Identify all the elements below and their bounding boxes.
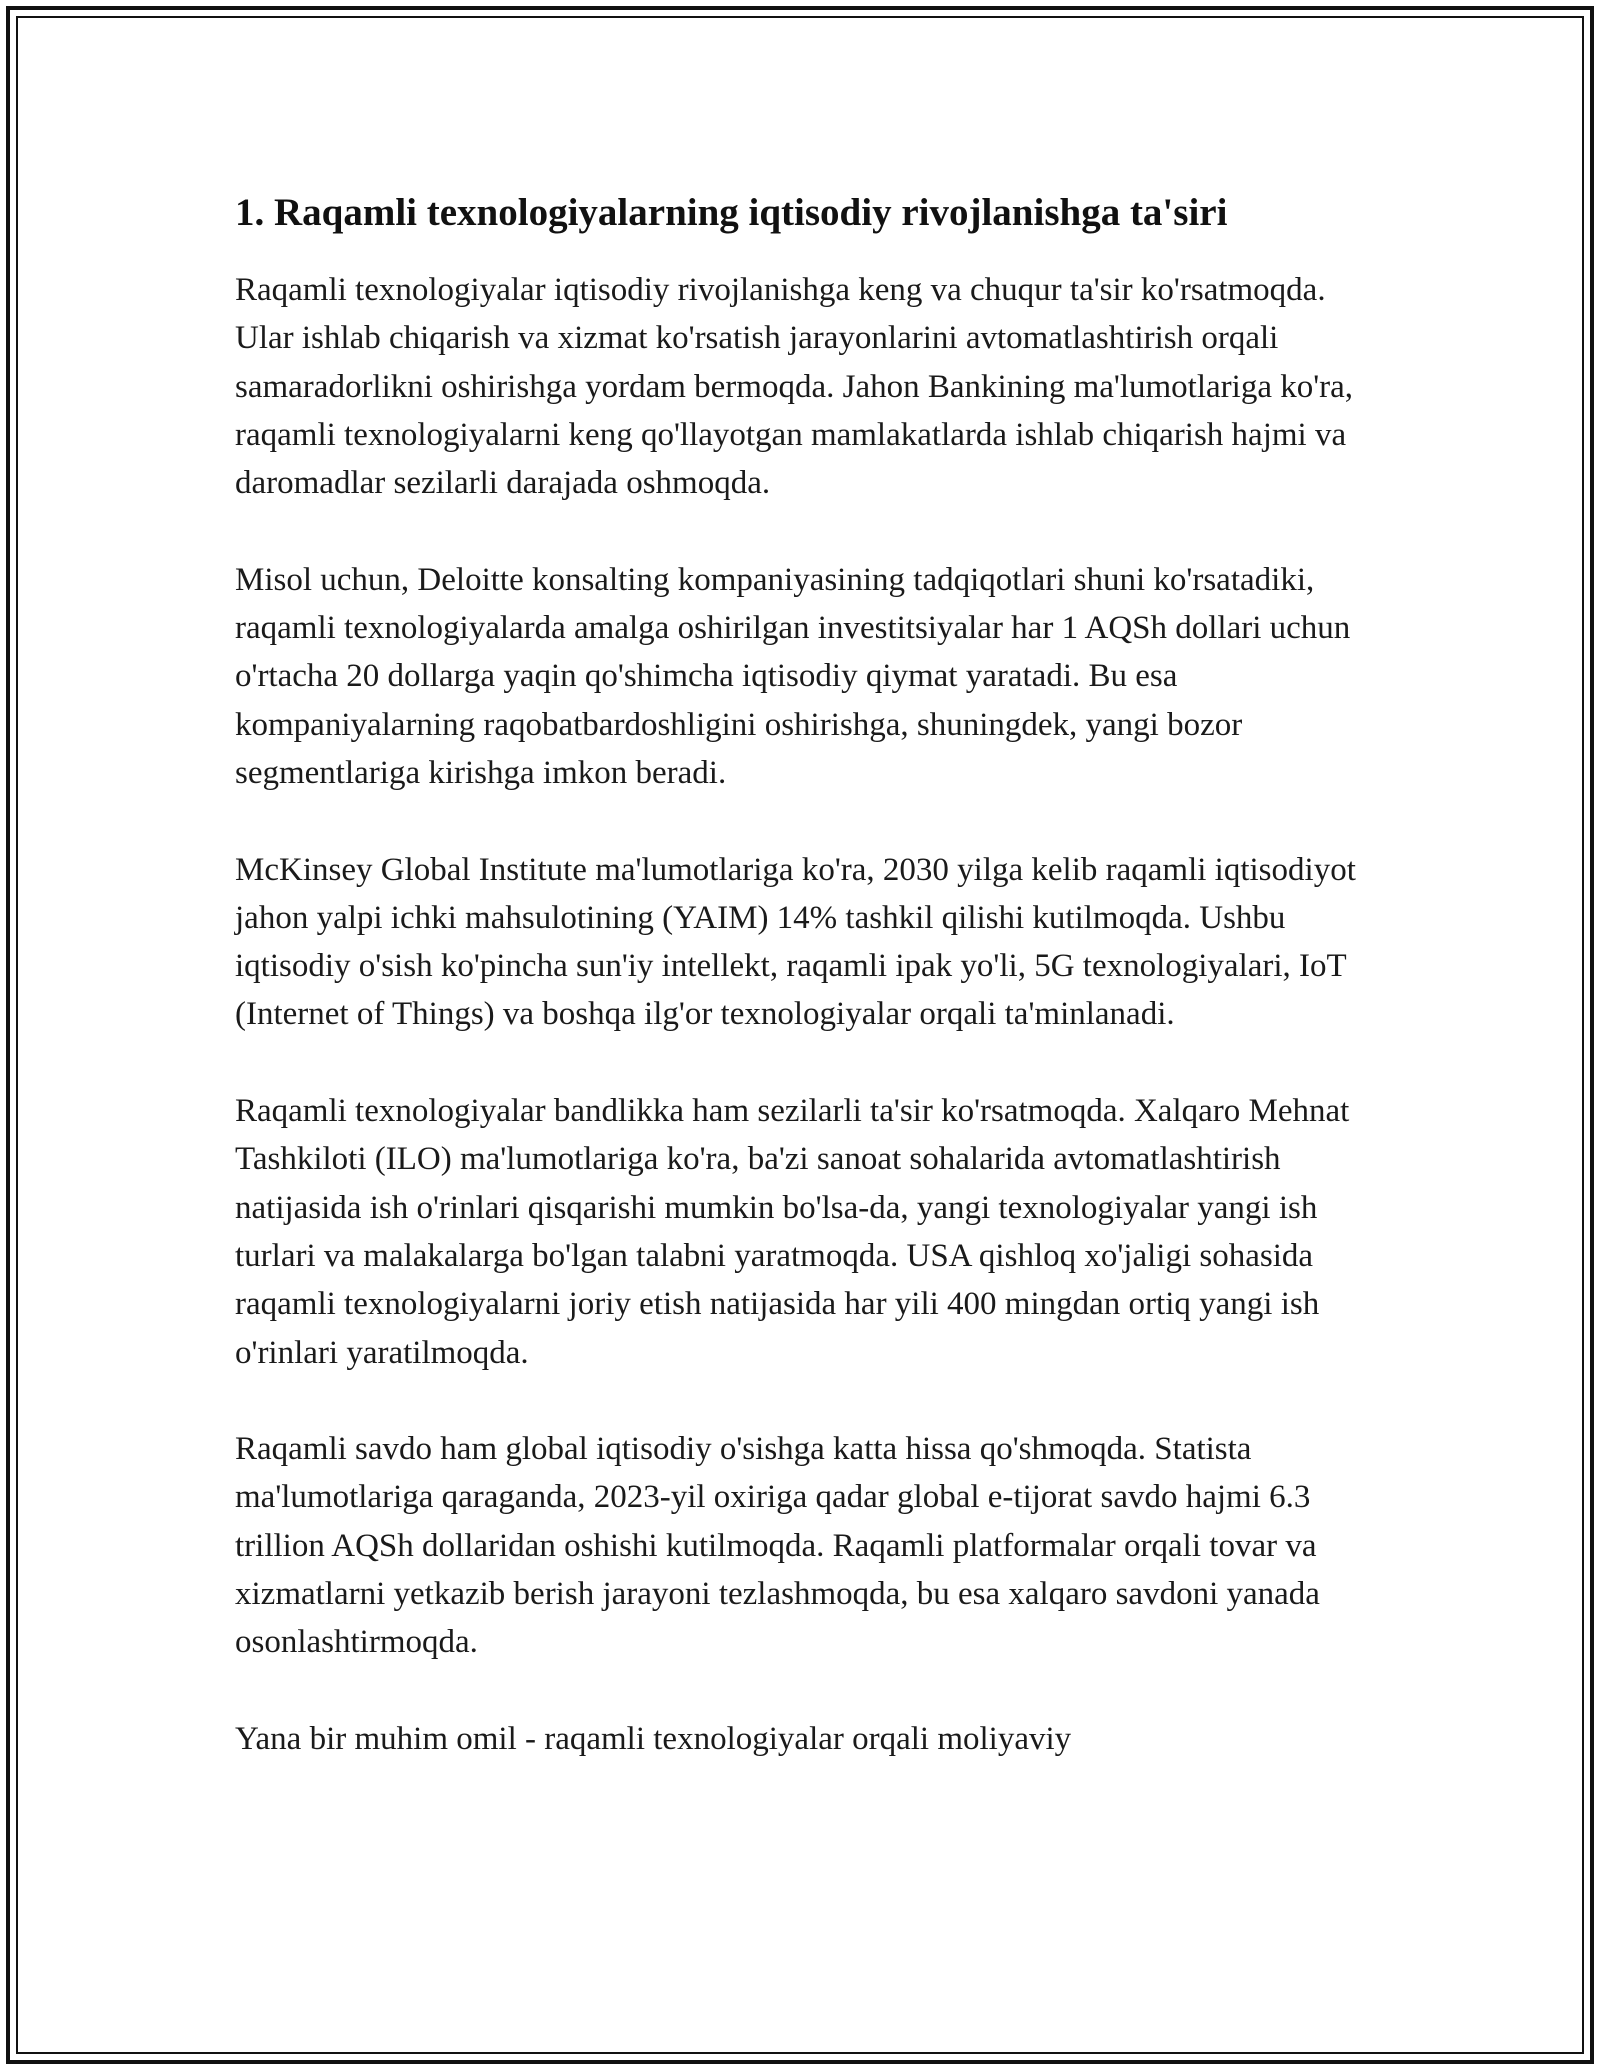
paragraph-3: McKinsey Global Institute ma'lumotlariga ko'ra, 2030 yilga kelib raqamli iqtisodiyot jahon yalpi ichki mahsulotining (YAIM) 14% tashkil qilishi kutilmoqda. Ushbu iqtisodiy o'sish ko'pincha sun'iy intellekt, raqamli ipak yo'li, 5G texnologiyalari, IoT (Internet of Things) va boshqa ilg'or texnologiyalar orqali ta'minlanadi.: [235, 851, 1356, 1033]
paragraph-6: Yana bir muhim omil - raqamli texnologiyalar orqali moliyaviy: [235, 1720, 1072, 1757]
paragraph-4: Raqamli texnologiyalar bandlikka ham sezilarli ta'sir ko'rsatmoqda. Xalqaro Mehnat Tashkiloti (ILO) ma'lumotlariga ko'ra, ba'zi sanoat sohalarida avtomatlashtirish natijasida ish o'rinlari qisqarishi mumkin bo'lsa-da, yangi texnologiyalar yangi ish turlari va malakalarga bo'lgan talabni yaratmoqda. USA qishloq xo'jaligi sohasida raqamli texnologiyalarni joriy etish natijasida har yili 400 mingdan ortiq yangi ish o'rinlari yaratilmoqda.: [235, 1093, 1350, 1371]
paragraph-1: Raqamli texnologiyalar iqtisodiy rivojlanishga keng va chuqur ta'sir ko'rsatmoqda. Ular ishlab chiqarish va xizmat ko'rsatish jarayonlarini avtomatlashtirish orqali samaradorlikni oshirishga yordam bermoqda. Jahon Bankining ma'lumotlariga ko'ra, raqamli texnologiyalarni keng qo'llayotgan mamlakatlarda ishlab chiqarish hajmi va daromadlar sezilarli darajada oshmoqda.: [235, 272, 1354, 502]
paragraph-5: Raqamli savdo ham global iqtisodiy o'sishga katta hissa qo'shmoqda. Statista ma'lumotlariga qaraganda, 2023-yil oxiriga qadar global e-tijorat savdo hajmi 6.3 trillion AQSh dollaridan oshishi kutilmoqda. Raqamli platformalar orqali tovar va xizmatlarni yetkazib berish jarayoni tezlashmoqda, bu esa xalqaro savdoni yanada osonlashtirmoqda.: [235, 1431, 1320, 1661]
section-heading: 1. Raqamli texnologiyalarning iqtisodiy rivojlanishga ta'siri: [235, 191, 1228, 234]
paragraph-2: Misol uchun, Deloitte konsalting kompaniyasining tadqiqotlari shuni ko'rsatadiki, raqamli texnologiyalarda amalga oshirilgan investitsiyalar har 1 AQSh dollari uchun o'rtacha 20 dollarga yaqin qo'shimcha iqtisodiy qiymat yaratadi. Bu esa kompaniyalarning raqobatbardoshligini oshirishga, shuningdek, yangi bozor segmentlariga kirishga imkon beradi.: [235, 561, 1351, 791]
document-body: [235, 188, 1385, 1763]
